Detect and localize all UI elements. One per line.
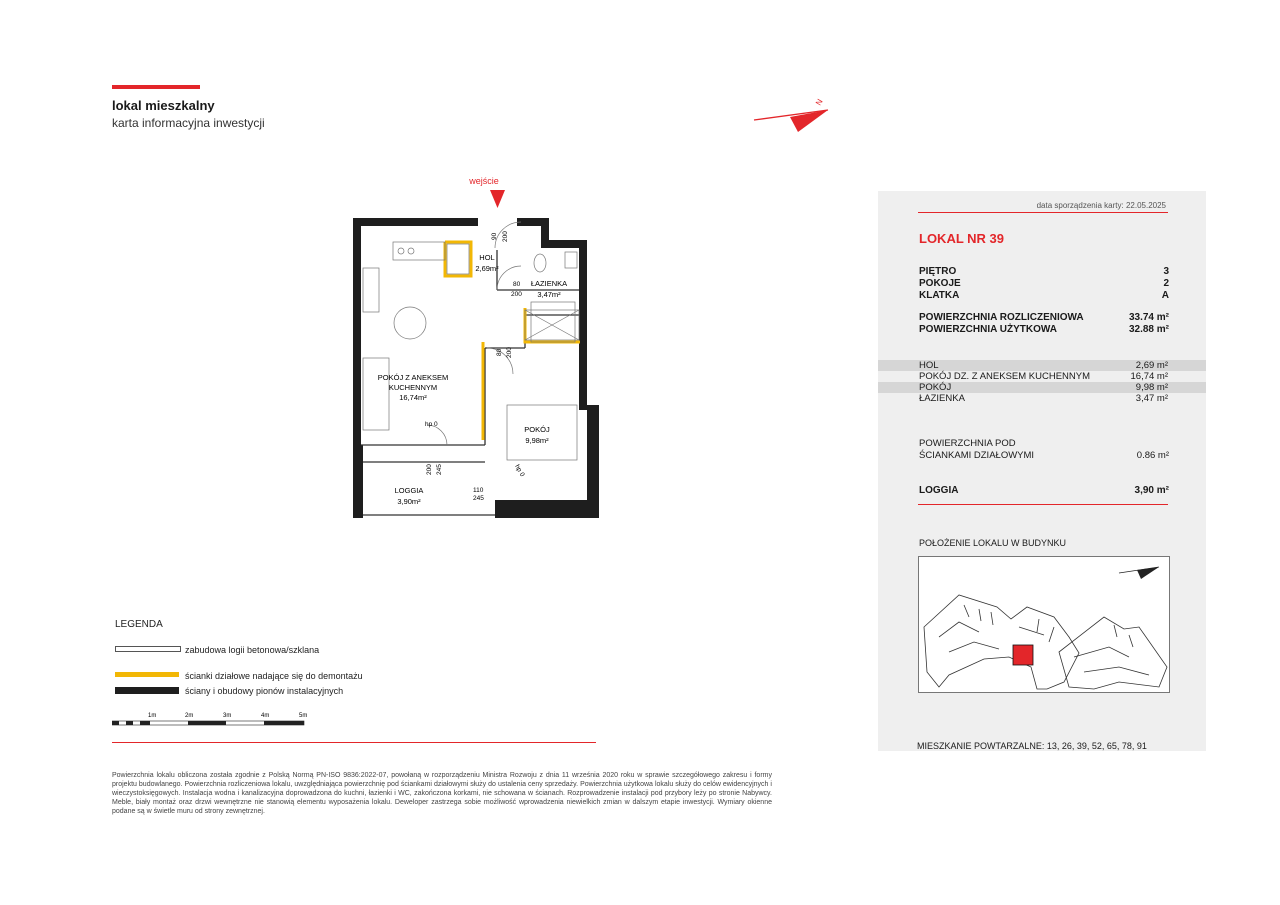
page-subtitle: karta informacyjna inwestycji [112, 116, 265, 130]
room-hol-name: HOL [479, 253, 495, 262]
door-loggia-left-width: 200 [426, 464, 433, 475]
compass-north-icon [750, 96, 834, 136]
legend-swatch-loggia [115, 646, 181, 652]
repeat-apartments: MIESZKANIE POWTARZALNE: 13, 26, 39, 52, 65, 78, 91 [917, 741, 1147, 751]
legend-label-removable: ścianki działowe nadające się do demontażu [185, 671, 363, 681]
legend-label-loggia: zabudowa logii betonowa/szklana [185, 645, 320, 655]
header-accent-bar [112, 85, 200, 89]
under-walls-label-1: POWIERZCHNIA POD [919, 438, 1016, 449]
room-row-hol: HOL 2,69 m² [878, 360, 1206, 371]
card-date: data sporządzenia karty: 22.05.2025 [1036, 201, 1166, 210]
page-title: lokal mieszkalny [112, 98, 215, 113]
room-salon-area: 16,74m² [399, 393, 427, 402]
panel-divider [918, 212, 1168, 213]
room-pokoj-area: 9,98m² [525, 436, 549, 445]
compass-north-label: N [813, 97, 825, 107]
apartment-location-marker [1013, 645, 1033, 665]
room-row-salon: POKÓJ DZ. Z ANEKSEM KUCHENNYM 16,74 m² [919, 371, 1168, 382]
scale-label-2m: 2m [185, 713, 194, 719]
room-hol-area: 2,69m² [475, 264, 499, 273]
location-title: POŁOŻENIE LOKALU W BUDYNKU [919, 538, 1067, 548]
door-entry-height: 200 [502, 231, 509, 242]
lokal-number: LOKAL NR 39 [919, 231, 1004, 246]
legend-swatch-removable [115, 672, 179, 677]
legend-swatch-walls [115, 687, 179, 694]
scale-label-5m: 5m [299, 713, 308, 719]
room-loggia-name: LOGGIA [394, 486, 424, 495]
room-lazienka-name: ŁAZIENKA [530, 279, 568, 288]
building-outline-diagram [919, 557, 1169, 692]
legend-separator [112, 742, 596, 743]
room-lazienka-area: 3,47m² [537, 290, 561, 299]
panel-divider-2 [918, 504, 1168, 505]
info-panel: data sporządzenia karty: 22.05.2025 LOKAL NR 39 PIĘTRO 3 POKOJE 2 KLATKA A POWIERZCHNIA ROZLICZENIOWA 33.74 m² POWIERZCHNIA UŻYTKOWA 32.88 m² HOL 2,69 m² POKÓJ DZ. Z ANEKSEM KUCHENNYM 16,74 m² POKÓJ 9,98 m² ŁAZIENKA 3,47 m² POWIERZCHNIA POD ŚCIANKAMI DZIAŁOWYMI 0.86 m² LOGGIA 3,90 m² POŁOŻENIE LOKALU W BUDYNKU MIESZKANIE POWTARZALNE: 13, 26, 39, 52, 65, 78, 91 [878, 191, 1206, 751]
door-entry-width: 90 [491, 232, 498, 240]
legend-title: LEGENDA [115, 619, 163, 630]
floor-plan [345, 170, 615, 530]
footnote: Powierzchnia lokalu obliczona została zgodnie z Polską Normą PN-ISO 9836:2022-07, powołaną w rozporządzeniu Ministra Rozwoju z dnia 11 września 2020 roku w sprawie szczegółowego zakresu i formy projektu budowlanego. Powierzchnia rozliczeniowa lokalu, uwzględniająca powierzchnię pod ściankami działowymi służy do ustalenia ceny sprzedaży. Powierzchnia użytkowa lokalu służy do celów ewidencyjnych i wieczystoksięgowych. Instalacja wodna i kanalizacyjna doprowadzona do kuchni, łazienki i WC, zakończona korkami, nie schowana w ścianach. Rozprowadzenie instalacji pod przybory leży po stronie Nabywcy. Meble, biały montaż oraz drzwi wewnętrzne nie stanowią elementu wyposażenia lokalu. Deweloper zastrzega sobie możliwość wprowadzenia niewielkich zmian w dalszym etapie inwestycji. Wymiary okienne podane są w świetle muru od strony zewnętrznej. [112, 772, 772, 815]
door-loggia-right-height: 245 [473, 495, 484, 502]
door-loggia-left-height: 245 [436, 464, 443, 475]
room-salon-name-1: POKÓJ Z ANEKSEM [377, 373, 449, 382]
under-walls-row [919, 450, 1169, 461]
room-pokoj-name: POKÓJ [524, 425, 550, 434]
room-row-lazienka: ŁAZIENKA 3,47 m² [919, 393, 1168, 404]
scale-bar [112, 710, 312, 732]
entrance-label: wejście [469, 176, 499, 186]
scale-label-3m: 3m [223, 713, 232, 719]
entrance-arrow-icon [490, 190, 505, 208]
hp-right-label: hp 0 [513, 463, 526, 478]
door-loggia-right-width: 110 [473, 487, 484, 494]
scale-label-1m: 1m [148, 713, 157, 719]
room-loggia-area: 3,90m² [397, 497, 421, 506]
door-bath-height: 200 [511, 291, 522, 298]
door-room-height: 200 [506, 347, 513, 358]
door-bath-width: 80 [513, 281, 521, 288]
under-walls-label-2: ŚCIANKAMI DZIAŁOWYMI [919, 450, 1035, 461]
room-row-pokoj: POKÓJ 9,98 m² [878, 382, 1206, 393]
scale-label-4m: 4m [261, 713, 270, 719]
mini-compass-icon [1137, 567, 1159, 579]
under-walls-value: 0.86 m² [1136, 450, 1169, 461]
legend-label-walls: ściany i obudowy pionów instalacyjnych [185, 686, 344, 696]
building-location-map [918, 556, 1170, 693]
door-room-width: 80 [496, 348, 503, 356]
hp-left-label: hp 0 [425, 421, 438, 428]
room-salon-name-2: KUCHENNYM [388, 383, 438, 392]
